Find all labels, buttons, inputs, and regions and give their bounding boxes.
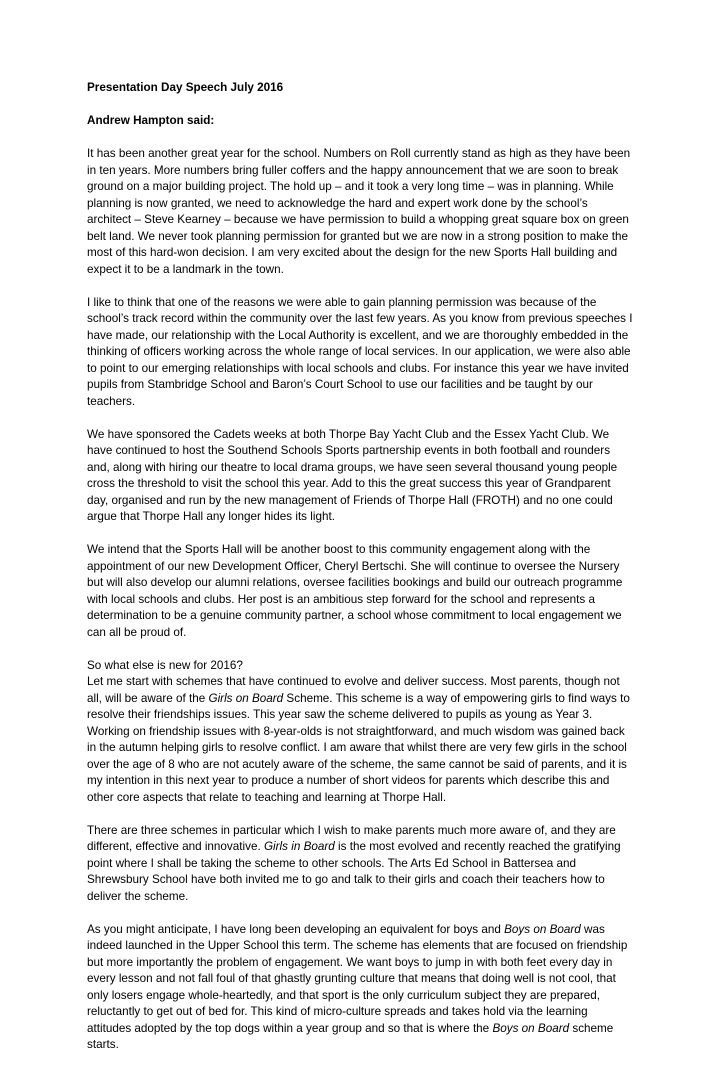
document-title: Presentation Day Speech July 2016: [87, 81, 284, 94]
paragraph-5-emphasis: Girls on Board: [208, 691, 284, 705]
paragraph-5-text-b: Scheme. This scheme is a way of empowering girls to find ways to resolve their friendships issues. This year saw the scheme delivered to pupils as young as Year 3. Working on friendship issues with 8-year-olds is not straightforward, and much wisdom was gained back in the autumn helping girls to resolve conflict. I am aware that whilst there are very few girls in the school over the age of 8 who are not acutely aware of the scheme, the same cannot be said of parents, and it is my intention in this next year to produce a number of short videos for parents which describe this and other core aspects that relate to teaching and learning at Thorpe Hall.: [87, 691, 630, 804]
paragraph-5: [87, 674, 635, 806]
paragraph-2: I like to think that one of the reasons we were able to gain planning permission was because of the school’s track record within the community over the last few years. As you know from previous speeches I have made, our relationship with the Local Authority is excellent, and we are thoroughly embedded in the thinking of officers working across the whole range of local services. In our application, we were also able to point to our emerging relationships with local schools and clubs. For instance this year we have invited pupils from Stambridge School and Baron’s Court School to use our facilities and be taught by our teachers.: [87, 295, 633, 408]
paragraph-7-emphasis-1: Boys on Board: [504, 922, 581, 936]
paragraph-5-text-a: Let me start with schemes that have continued to evolve and deliver success. Most parents, though not all, will be aware of the: [87, 675, 620, 705]
paragraph-7-text-b: was indeed launched in the Upper School this term. The scheme has elements that are focused on friendship but more importantly the problem of engagement. We want boys to jump in with both feet every day in every lesson and not fall foul of that ghastly grunting culture that means that doing well is not cool, that only losers engage whole-heartedly, and that sport is the only curriculum subject they are prepared, reluctantly to get out of bed for. This kind of micro-culture spreads and takes hold via the learning attitudes adopted by the top dogs within a year group and so that is where the: [87, 922, 628, 1035]
paragraph-3: We have sponsored the Cadets weeks at both Thorpe Bay Yacht Club and the Essex Yacht Club. We have continued to host the Southend Schools Sports partnership events in both football and rounders and, along with hiring our theatre to local drama groups, we have seen several thousand young people cross the threshold to visit the school this year. Add to this the great success this year of Grandparent day, organised and run by the new management of Friends of Thorpe Hall (FROTH) and no one could argue that Thorpe Hall any longer hides its light.: [87, 427, 618, 523]
paragraph-5-question: So what else is new for 2016?: [87, 658, 243, 672]
paragraph-4: We intend that the Sports Hall will be another boost to this community engagement along with the appointment of our new Development Officer, Cheryl Bertschi. She will continue to oversee the Nursery but will also develop our alumni relations, oversee facilities bookings and build our outreach programme with local schools and clubs. Her post is an ambitious step forward for the school and represents a determination to be a genuine community partner, a school whose commitment to local engagement we can all be proud of.: [87, 543, 623, 639]
paragraph-7-emphasis-2: Boys on Board: [492, 1021, 570, 1035]
speaker-line: Andrew Hampton said:: [87, 114, 215, 127]
paragraph-7: [87, 922, 635, 1054]
paragraph-6: [87, 823, 635, 906]
paragraph-6-text-b: is the most evolved and recently reached the gratifying point where I shall be taking the scheme to other schools. The Arts Ed School in Battersea and Shrewsbury School have both invited me to go and talk to their girls and coach their teachers how to deliver the scheme.: [87, 840, 621, 903]
paragraph-6-text-a: There are three schemes in particular which I wish to make parents much more aware of, and they are different, effective and innovative.: [87, 823, 616, 853]
paragraph-6-emphasis: Girls in Board: [263, 840, 335, 853]
paragraph-7-text-c: scheme starts.: [87, 1021, 614, 1051]
paragraph-7-text-a: As you might anticipate, I have long been developing an equivalent for boys and: [87, 922, 505, 936]
paragraph-1: It has been another great year for the school. Numbers on Roll currently stand as high as they have been in ten years. More numbers bring fuller coffers and the happy announcement that we are soon to break ground on a major building project. The hold up – and it took a very long time – was in planning. While planning is now granted, we need to acknowledge the hard and expert work done by the school’s architect – Steve Kearney – because we have permission to build a whopping great square box on green belt land. We never took planning permission for granted but we are now in a strong position to make the most of this hard-won decision. I am very excited about the design for the new Sports Hall building and expect it to be a landmark in the town.: [87, 147, 631, 276]
document-page: [87, 80, 635, 1070]
